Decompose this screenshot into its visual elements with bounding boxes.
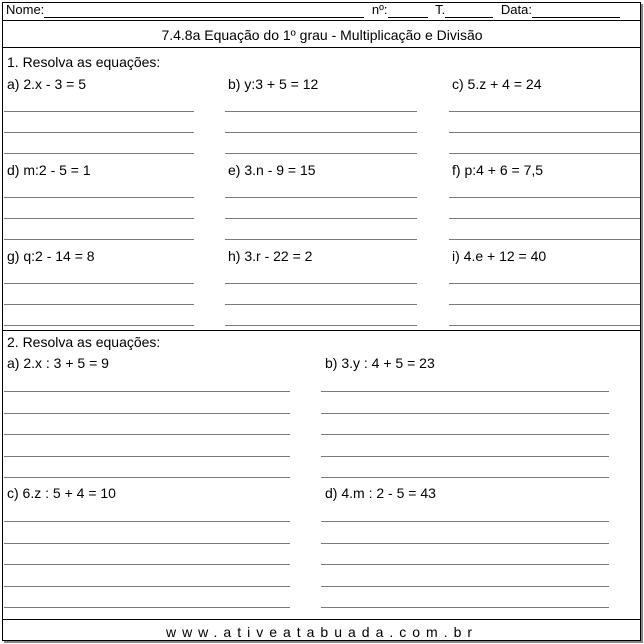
section1-equation: a) 2.x - 3 = 5 xyxy=(7,76,86,92)
answer-line[interactable] xyxy=(4,456,290,457)
class-field[interactable] xyxy=(445,4,493,18)
answer-line[interactable] xyxy=(225,197,417,198)
answer-line[interactable] xyxy=(4,521,290,522)
header-divider xyxy=(2,20,640,21)
answer-line[interactable] xyxy=(4,132,194,133)
answer-line[interactable] xyxy=(225,239,417,240)
answer-line[interactable] xyxy=(225,153,417,154)
date-label: Data: xyxy=(500,2,532,17)
answer-line[interactable] xyxy=(4,197,194,198)
answer-line[interactable] xyxy=(4,607,290,608)
answer-line[interactable] xyxy=(4,543,290,544)
answer-line[interactable] xyxy=(449,239,640,240)
section1-heading: 1. Resolva as equações: xyxy=(7,54,161,70)
answer-line[interactable] xyxy=(321,586,609,587)
answer-line[interactable] xyxy=(225,283,417,284)
answer-line[interactable] xyxy=(449,218,640,219)
answer-line[interactable] xyxy=(321,413,609,414)
answer-line[interactable] xyxy=(225,132,417,133)
answer-line[interactable] xyxy=(449,325,640,326)
worksheet-frame xyxy=(2,2,641,641)
answer-line[interactable] xyxy=(449,304,640,305)
answer-line[interactable] xyxy=(449,111,640,112)
answer-line[interactable] xyxy=(4,434,290,435)
section1-equation: e) 3.n - 9 = 15 xyxy=(228,162,316,178)
answer-line[interactable] xyxy=(4,153,194,154)
footer-website: www.ativeatabuada.com.br xyxy=(165,624,479,640)
answer-line[interactable] xyxy=(4,111,194,112)
answer-line[interactable] xyxy=(449,283,640,284)
answer-line[interactable] xyxy=(321,564,609,565)
section2-equation: a) 2.x : 3 + 5 = 9 xyxy=(7,355,109,371)
answer-line[interactable] xyxy=(4,283,194,284)
answer-line[interactable] xyxy=(4,218,194,219)
answer-line[interactable] xyxy=(321,456,609,457)
section2-heading: 2. Resolva as equações: xyxy=(7,334,161,350)
answer-line[interactable] xyxy=(449,153,640,154)
footer-divider xyxy=(2,619,640,620)
number-label: nº: xyxy=(371,2,388,17)
answer-line[interactable] xyxy=(4,391,290,392)
answer-line[interactable] xyxy=(449,197,640,198)
answer-line[interactable] xyxy=(4,239,194,240)
answer-line[interactable] xyxy=(321,607,609,608)
number-field[interactable] xyxy=(388,4,428,18)
name-field[interactable] xyxy=(44,4,364,18)
class-label: T. xyxy=(435,2,446,17)
title-divider xyxy=(2,47,640,48)
answer-line[interactable] xyxy=(321,543,609,544)
answer-line[interactable] xyxy=(321,391,609,392)
section2-equation: c) 6.z : 5 + 4 = 10 xyxy=(7,485,116,501)
date-field[interactable] xyxy=(532,4,620,18)
section-divider xyxy=(2,330,640,331)
answer-line[interactable] xyxy=(225,304,417,305)
page-title: 7.4.8a Equação do 1º grau - Multiplicação e Divisão xyxy=(161,27,483,43)
student-header xyxy=(6,2,636,18)
section1-equation: b) y:3 + 5 = 12 xyxy=(228,76,319,92)
answer-line[interactable] xyxy=(4,564,290,565)
section1-equation: g) q:2 - 14 = 8 xyxy=(7,248,95,264)
answer-line[interactable] xyxy=(225,218,417,219)
section1-equation: f) p:4 + 6 = 7,5 xyxy=(452,162,544,178)
section2-equation: b) 3.y : 4 + 5 = 23 xyxy=(325,355,435,371)
section1-equation: c) 5.z + 4 = 24 xyxy=(452,76,542,92)
answer-line[interactable] xyxy=(4,304,194,305)
answer-line[interactable] xyxy=(321,477,609,478)
section1-equation: d) m:2 - 5 = 1 xyxy=(7,162,91,178)
name-label: Nome: xyxy=(6,2,45,17)
answer-line[interactable] xyxy=(449,132,640,133)
answer-line[interactable] xyxy=(225,325,417,326)
answer-line[interactable] xyxy=(4,586,290,587)
answer-line[interactable] xyxy=(4,325,194,326)
section1-equation: i) 4.e + 12 = 40 xyxy=(452,248,547,264)
answer-line[interactable] xyxy=(4,413,290,414)
answer-line[interactable] xyxy=(321,521,609,522)
answer-line[interactable] xyxy=(321,434,609,435)
section2-equation: d) 4.m : 2 - 5 = 43 xyxy=(325,485,436,501)
section1-equation: h) 3.r - 22 = 2 xyxy=(228,248,313,264)
answer-line[interactable] xyxy=(4,477,290,478)
answer-line[interactable] xyxy=(225,111,417,112)
